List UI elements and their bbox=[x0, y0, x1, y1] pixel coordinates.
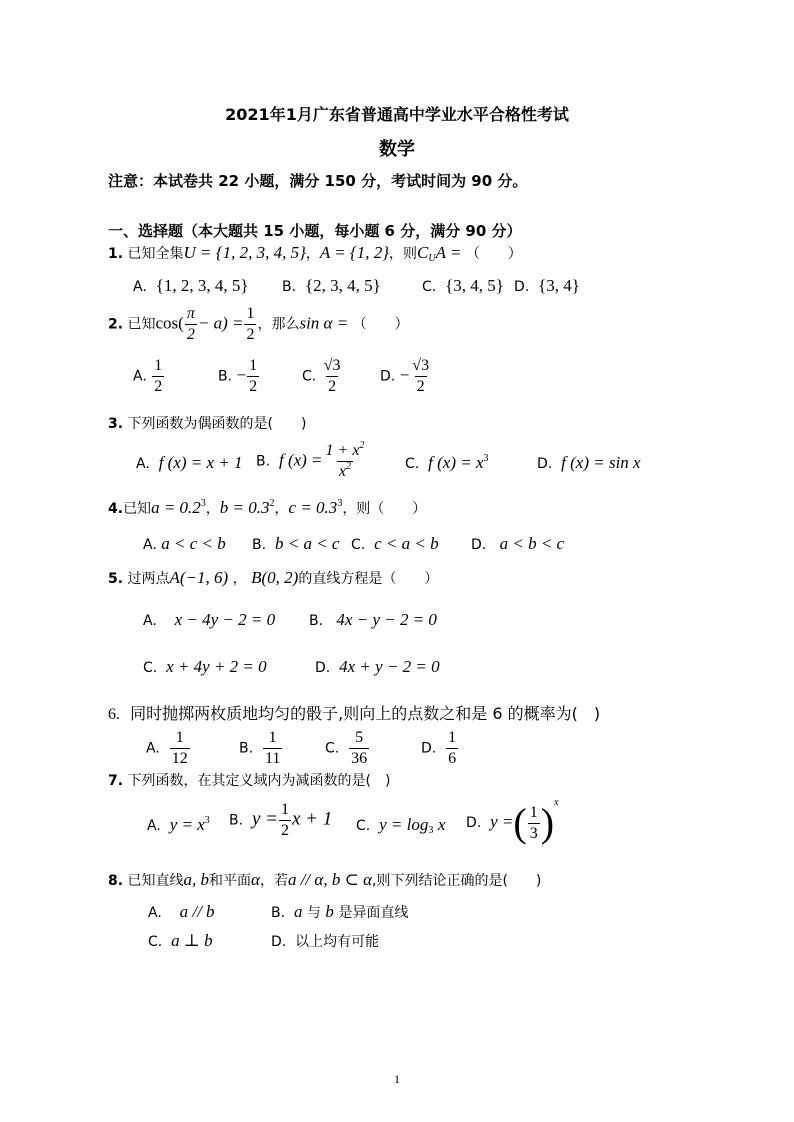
q4-option-c[interactable]: C. c < a < b bbox=[351, 534, 439, 553]
section-heading: 一、选择题（本大题共 15 小题，每小题 6 分，满分 90 分） bbox=[108, 222, 522, 240]
question-number: 4. bbox=[108, 501, 124, 517]
q6-option-b[interactable]: B. $\frac{1}{11}$ bbox=[239, 729, 281, 767]
q7-option-c[interactable]: C. $y = \log_3 x$ bbox=[356, 815, 446, 836]
question-7: 7. 下列函数，在其定义域内为减函数的是( ) bbox=[108, 773, 391, 789]
q3-option-b[interactable]: B. f (x) = $\frac{1 + x^2}{x^2}$ bbox=[256, 440, 365, 480]
q4-option-d[interactable]: D. a < b < c bbox=[471, 534, 565, 553]
exam-title: 2021年1月广东省普通高中学业水平合格性考试 bbox=[225, 105, 569, 124]
q1-option-d[interactable]: D. {3, 4} bbox=[514, 276, 580, 295]
q6-option-d[interactable]: D. $\frac{1}{6}$ bbox=[421, 729, 457, 767]
question-4: 4.已知$a = 0.2^3$，$b = 0.3^2$，$c = 0.3^3$，则（ ） bbox=[108, 498, 427, 517]
q1-option-c[interactable]: C. {3, 4, 5} bbox=[422, 276, 504, 295]
question-number: 6. bbox=[108, 706, 120, 723]
q3-option-d[interactable]: D. f (x) = sin x bbox=[537, 453, 641, 472]
q8-option-d[interactable]: D. 以上均有可能 bbox=[271, 934, 380, 950]
question-2: 2. 已知cos( $\frac{\pi}{2}$ − a) = $\frac{1}{2}$ ，那么sin α = （ ） bbox=[108, 305, 409, 343]
q5-option-d[interactable]: D. 4x + y − 2 = 0 bbox=[315, 657, 440, 676]
q6-option-a[interactable]: A. $\frac{1}{12}$ bbox=[146, 729, 188, 767]
q3-option-c[interactable]: C. f $(x) = x^3$ bbox=[405, 453, 489, 472]
question-1: 1. 已知全集U = {1, 2, 3, 4, 5}，A = {1, 2}，则$C_UA$ = （ ） bbox=[108, 243, 522, 264]
q5-option-b[interactable]: B. 4x − y − 2 = 0 bbox=[309, 610, 437, 629]
q4-option-b[interactable]: B. b < a < c bbox=[252, 534, 340, 553]
question-number: 3. bbox=[108, 416, 124, 432]
q4-option-a[interactable]: A. a < c < b bbox=[143, 534, 226, 553]
exam-subject: 数学 bbox=[379, 139, 415, 160]
q7-option-d[interactable]: D. y =( $\frac{1}{3}$ )$^x$ bbox=[466, 797, 559, 845]
question-3: 3. 下列函数为偶函数的是( ) bbox=[108, 416, 307, 432]
question-number: 5. bbox=[108, 571, 124, 587]
q8-option-a[interactable]: A. a // b bbox=[148, 902, 215, 921]
q3-option-a[interactable]: A. f (x) = x + 1 bbox=[136, 453, 243, 472]
question-number: 7. bbox=[108, 773, 124, 789]
q2-option-a[interactable]: A. $\frac{1}{2}$ bbox=[133, 357, 163, 395]
q2-option-b[interactable]: B. − $\frac{1}{2}$ bbox=[218, 357, 258, 395]
q2-option-c[interactable]: C. $\frac{√3}{2}$ bbox=[302, 357, 341, 395]
question-number: 2. bbox=[108, 316, 124, 333]
exam-notice: 注意：本试卷共 22 小题，满分 150 分，考试时间为 90 分。 bbox=[108, 172, 528, 190]
question-8: 8. 已知直线a, b和平面α，若a // α, b ⊂ α,则下列结论正确的是( ) bbox=[108, 870, 542, 889]
q7-option-a[interactable]: A. $y = x^3$ bbox=[147, 815, 210, 834]
q6-option-c[interactable]: C. $\frac{5}{36}$ bbox=[325, 729, 368, 767]
question-number: 1. bbox=[108, 246, 124, 262]
question-number: 8. bbox=[108, 873, 124, 889]
q8-option-b[interactable]: B. a 与 b 是异面直线 bbox=[271, 902, 409, 921]
q5-option-c[interactable]: C. x + 4y + 2 = 0 bbox=[143, 657, 267, 676]
q2-option-d[interactable]: D. − $\frac{√3}{2}$ bbox=[380, 357, 430, 395]
page-number: 1 bbox=[394, 1072, 400, 1086]
question-6: 6. 同时抛掷两枚质地均匀的骰子,则向上的点数之和是 6 的概率为( ) bbox=[108, 704, 601, 723]
q1-option-b[interactable]: B. {2, 3, 4, 5} bbox=[282, 276, 381, 295]
q7-option-b[interactable]: B. y = $\frac{1}{2}$ x + 1 bbox=[229, 801, 333, 839]
q5-option-a[interactable]: A. x − 4y − 2 = 0 bbox=[143, 610, 276, 629]
q1-option-a[interactable]: A. {1, 2, 3, 4, 5} bbox=[133, 276, 249, 295]
q8-option-c[interactable]: C. a ⊥ b bbox=[148, 931, 213, 950]
question-5: 5. 过两点A(−1, 6) ， B(0, 2)的直线方程是（ ） bbox=[108, 568, 439, 587]
